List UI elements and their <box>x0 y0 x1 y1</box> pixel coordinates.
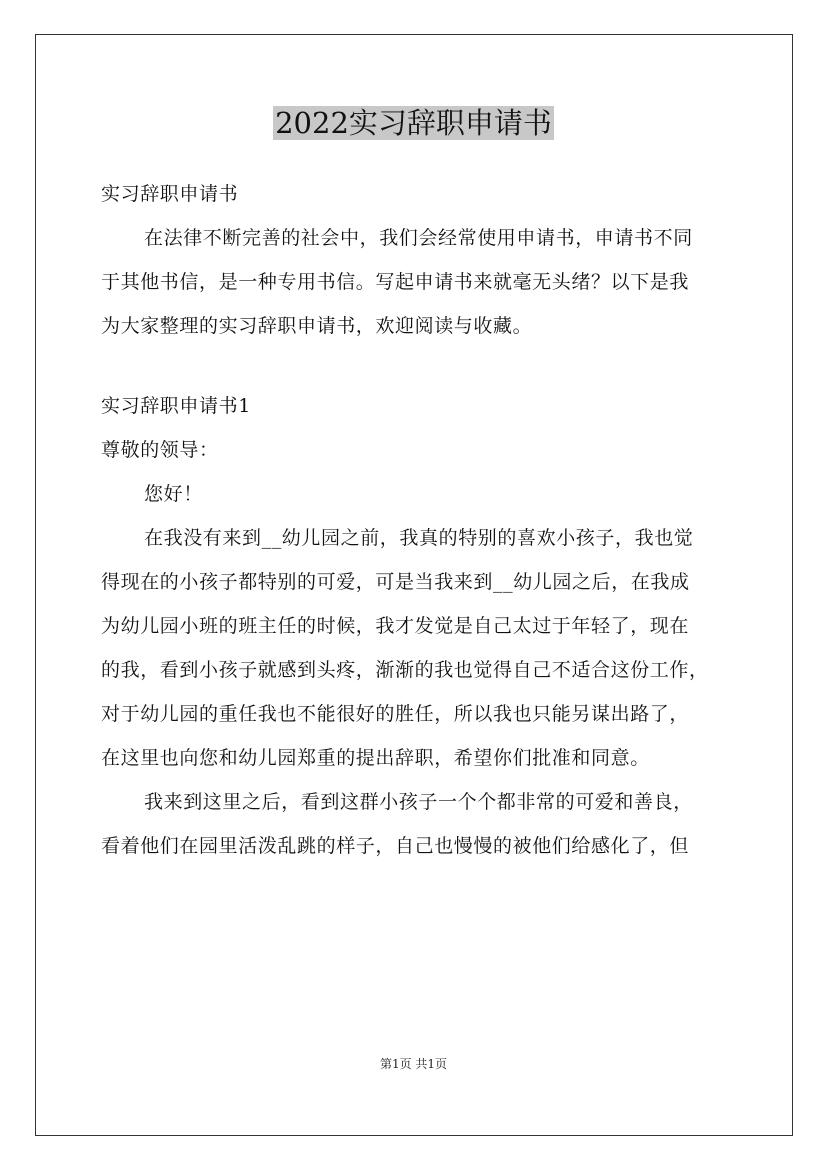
intro-line: 于其他书信，是一种专用书信。写起申请书来就毫无头绪？以下是我 <box>101 271 690 293</box>
paragraph-line: 在我没有来到__幼儿园之前，我真的特别的喜欢小孩子，我也觉 <box>144 527 694 549</box>
paragraph-line: 对于幼儿园的重任我也不能很好的胜任，所以我也只能另谋出路了， <box>101 703 690 725</box>
intro-line: 为大家整理的实习辞职申请书，欢迎阅读与收藏。 <box>101 315 533 337</box>
paragraph-line: 的我，看到小孩子就感到头疼，渐渐的我也觉得自己不适合这份工作， <box>101 659 709 681</box>
document-title-text: 2022实习辞职申请书 <box>275 106 552 140</box>
paragraph-line: 我来到这里之后，看到这群小孩子一个个都非常的可爱和善良， <box>144 791 693 813</box>
greeting: 您好！ <box>144 483 203 505</box>
intro-heading: 实习辞职申请书 <box>101 183 239 205</box>
page-number: 第1页 共1页 <box>379 1057 448 1071</box>
page-footer <box>0 1055 827 1073</box>
paragraph-line: 为幼儿园小班的班主任的时候，我才发觉是自己太过于年轻了，现在 <box>101 615 690 637</box>
salutation: 尊敬的领导： <box>101 439 219 461</box>
document-title <box>0 104 827 142</box>
paragraph-line: 在这里也向您和幼儿园郑重的提出辞职，希望你们批准和同意。 <box>101 747 650 769</box>
document-body <box>101 172 741 868</box>
section-gap <box>101 348 741 384</box>
paragraph-line: 看着他们在园里活泼乱跳的样子，自己也慢慢的被他们给感化了，但 <box>101 835 690 857</box>
intro-line: 在法律不断完善的社会中，我们会经常使用申请书，申请书不同 <box>144 227 693 249</box>
paragraph-line: 得现在的小孩子都特别的可爱，可是当我来到__幼儿园之后，在我成 <box>101 571 690 593</box>
section-heading: 实习辞职申请书1 <box>101 395 251 417</box>
